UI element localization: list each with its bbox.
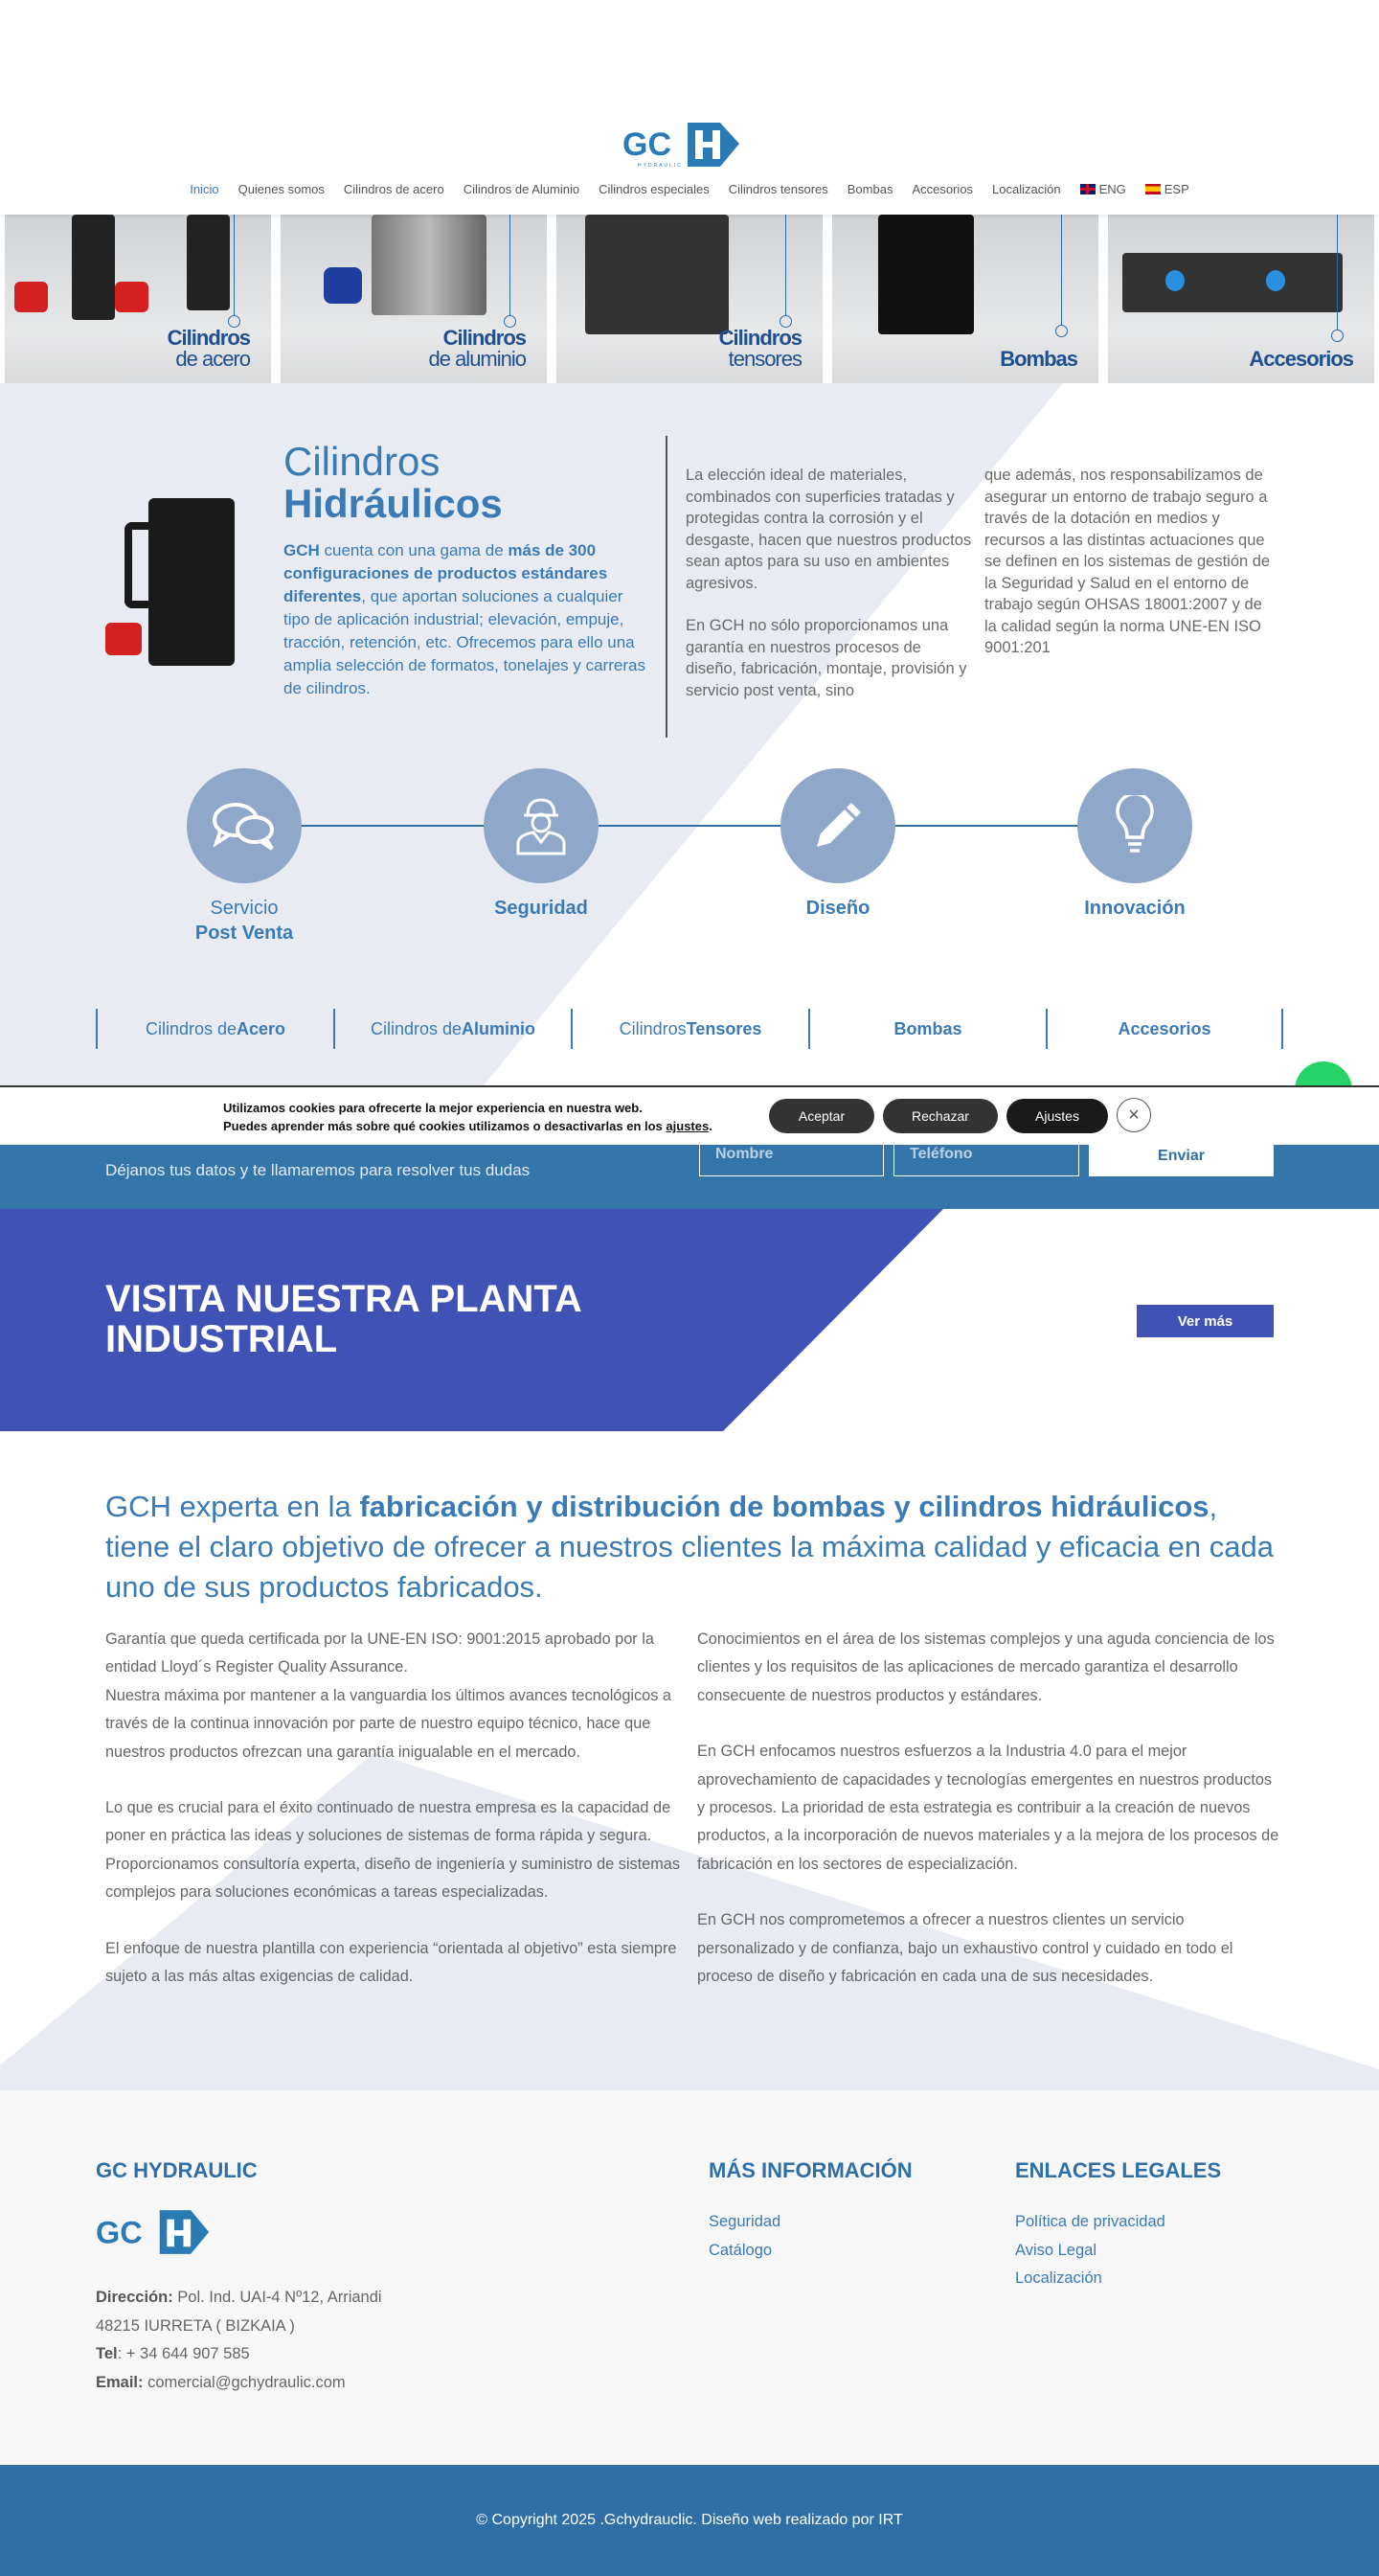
about-paragraph: El enfoque de nuestra plantilla con experiencia “orientada al objetivo” esta siempre sujeto a las más altas exigencias de calidad. [105,1939,677,1986]
nav-bombas[interactable]: Bombas [847,182,893,196]
about-right-column [697,1626,1283,1991]
addr-city: 48215 IURRETA ( BIZKAIA ) [96,2316,295,2335]
intro-text: cuenta con una gama de [319,541,509,559]
footer-link-aviso-legal[interactable]: Aviso Legal [1015,2241,1097,2259]
tab-bold: Bombas [893,1018,962,1038]
ver-mas-button[interactable]: Ver más [1137,1305,1274,1337]
copyright-text: © Copyright 2025 .Gchydrauclic. Diseño web realizado por IRT [476,2512,903,2528]
tab-bold: Accesorios [1118,1018,1211,1038]
title-bold: Hidráulicos [283,481,503,526]
nav-cilindros-tensores[interactable]: Cilindros tensores [728,182,828,196]
col1-paragraph: La elección ideal de materiales, combinados con superficies tratadas y protegidas contra la corrosión y el desgaste, hacen que nuestros productos sean aptos para su uso en ambientes agresivos. [686,467,972,592]
addr-label: Dirección: [96,2289,173,2306]
cookie-bar: Utilizamos cookies para ofrecerte la mejor experiencia en nuestra web. Puedes aprender más sobre qué cookies utilizamos o desactivarlas en los ajustes. [0,1085,1379,1145]
tab-light: Cilindros de [145,1018,237,1038]
heading-bold: fabricación y distribución de bombas y cilindros hidráulicos [359,1490,1209,1523]
tab-accesorios[interactable] [1046,1009,1283,1049]
col1-paragraph-2: En GCH no sólo proporcionamos una garantía en nuestros procesos de diseño, fabricación, montaje, provisión y servicio post venta, sino [686,617,967,699]
card-title: Accesorios [1249,347,1353,371]
lang-eng[interactable] [1080,182,1126,196]
title-light: Cilindros [283,439,441,484]
cookie-text-1: Utilizamos cookies para ofrecerte la mejor experiencia en nuestra web. [223,1101,643,1115]
footer-title-legal: ENLACES LEGALES [1015,2158,1222,2182]
site-header [0,107,1379,215]
intro-bold: más de 300 configuraciones de productos estándares diferentes [283,541,608,605]
intro-bold: GCH [283,541,320,559]
heading-text: , tiene el claro objetivo de ofrecer a nuestros clientes la máxima calidad y eficacia en cada uno de sus productos fabricados. [105,1490,1274,1604]
cookie-text-2: Puedes aprender más sobre qué cookies utilizamos o desactivarlas en los [223,1119,667,1133]
worker-helmet-icon [484,768,599,883]
about-paragraph: Lo que es crucial para el éxito continuado de nuestra empresa es la capacidad de poner en práctica las ideas y soluciones de sistemas de forma rápida y segura. Proporcionamos consultoría experta, diseño de ingeniería y suministro de sistemas complejos para soluciones económicas a tareas especializadas. [105,1799,680,1902]
copyright-bar [0,2465,1379,2576]
feature-diseno [723,896,953,921]
svg-text:GC: GC [622,126,671,163]
gch-logo[interactable] [621,117,743,171]
card-title: Cilindros [442,326,526,350]
about-paragraph: En GCH nos comprometemos a ofrecer a nuestros clientes un servicio personalizado y de confianza, bajo un exhaustivo control y cuidado en todo el proceso de diseño y fabricación en cada una de sus necesidades. [697,1911,1233,1986]
uk-flag-icon [1080,184,1096,194]
tab-cilindros-acero[interactable] [96,1009,333,1049]
about-paragraph: En GCH enfocamos nuestros esfuerzos a la Industria 4.0 para el mejor aprovechamiento de capacidades y tecnologías emergentes en nuestros productos y procesos. La prioridad de esta estrategia es contribuir a la creación de nuevos productos, a la incorporación de nuevos materiales y a la mejora de los procesos de fabricación en los sectores de especialización. [697,1743,1279,1873]
main-nav [0,182,1379,196]
lang-esp-label: ESP [1164,182,1189,196]
banner-title [105,1279,582,1359]
card-title: Bombas [1000,347,1077,371]
card-cilindros-acero[interactable] [5,215,271,383]
feature-bold: Innovación [1084,898,1186,919]
tel-label: Tel [96,2345,118,2362]
heading-text: GCH experta en la [105,1490,360,1523]
section-title [283,441,503,525]
tab-bold: Acero [237,1018,286,1038]
features-connector [244,825,1135,827]
card-bombas[interactable] [832,215,1098,383]
tab-bombas[interactable] [808,1009,1046,1049]
tab-bold: Aluminio [462,1018,536,1038]
tel-value[interactable]: : + 34 644 907 585 [117,2345,250,2362]
reject-cookies-button[interactable]: Rechazar [883,1099,998,1133]
cookie-settings-button[interactable]: Ajustes [1006,1099,1108,1133]
name-input[interactable]: Nombre [699,1135,884,1176]
footer [0,2090,1379,2465]
cylinder-image [105,493,263,675]
about-left-column [105,1626,685,1991]
close-cookie-icon[interactable]: × [1117,1098,1151,1132]
footer-address [96,2284,382,2397]
intro-text: , que aportan soluciones a cualquier tipo de aplicación industrial; elevación, empuje, tracción, retención, etc. Ofrecemos para ello una amplia selección de formatos, tonelajes y carreras de cilindros. [283,587,645,697]
card-title: Cilindros [167,326,250,350]
nav-cilindros-acero[interactable]: Cilindros de acero [343,182,444,196]
cookie-settings-link[interactable]: ajustes [666,1119,710,1133]
about-heading [105,1487,1283,1607]
banner-line-1: VISITA NUESTRA PLANTA [105,1278,582,1320]
feature-post-venta [129,896,359,946]
lang-eng-label: ENG [1098,182,1126,196]
footer-link-seguridad[interactable]: Seguridad [709,2213,781,2230]
feature-seguridad [426,896,656,921]
divider [666,436,667,738]
footer-link-catalogo[interactable]: Catálogo [709,2241,773,2259]
svg-text:GC: GC [96,2215,143,2250]
nav-cilindros-especiales[interactable]: Cilindros especiales [599,182,710,196]
addr-value: Pol. Ind. UAI-4 Nº12, Arriandi [172,2289,382,2306]
nav-cilindros-aluminio[interactable]: Cilindros de Aluminio [463,182,580,196]
lightbulb-icon [1077,768,1192,883]
card-title: Cilindros [718,326,802,350]
nav-localizacion[interactable]: Localización [992,182,1061,196]
tab-cilindros-aluminio[interactable] [333,1009,571,1049]
email-label: Email: [96,2373,144,2391]
card-subtitle: de aluminio [428,347,526,371]
footer-link-localizacion[interactable]: Localización [1015,2269,1102,2287]
about-paragraph: Garantía que queda certificada por la UNE-EN ISO: 9001:2015 aprobado por la entidad Lloyd´s Register Quality Assurance. [105,1630,654,1676]
nav-inicio[interactable]: Inicio [190,182,219,196]
send-button[interactable]: Enviar [1089,1135,1274,1176]
tab-light: Cilindros [619,1018,687,1038]
footer-title-gc: GC HYDRAULIC [96,2158,258,2182]
chat-bubbles-icon [187,768,302,883]
lang-esp[interactable] [1145,182,1189,196]
card-cilindros-tensores[interactable] [556,215,823,383]
feature-bold: Post Venta [194,923,294,944]
about-paragraph: Conocimientos en el área de los sistemas complejos y una aguda conciencia de los clientes y los requisitos de las aplicaciones de mercado garantiza el desarrollo consecuente de nuestros productos y estándares. [697,1630,1275,1704]
email-value[interactable]: comercial@gchydraulic.com [143,2373,346,2391]
phone-input[interactable]: Teléfono [893,1135,1079,1176]
footer-title-info: MÁS INFORMACIÓN [709,2158,913,2182]
feature-bold: Diseño [805,898,870,919]
card-subtitle: de acero [175,347,250,371]
svg-text:HYDRAULIC: HYDRAULIC [638,163,683,169]
pencil-icon [780,768,895,883]
nav-accesorios[interactable]: Accesorios [912,182,974,196]
tab-light: Cilindros de [370,1018,463,1038]
feature-innovacion [1020,896,1250,921]
footer-link-privacidad[interactable]: Política de privacidad [1015,2213,1165,2230]
nav-quienes-somos[interactable]: Quienes somos [237,182,325,196]
feature-light: Servicio [210,898,279,919]
intro-paragraph [283,539,652,700]
col2-paragraph: que además, nos responsabilizamos de asegurar un entorno de trabajo seguro a través de la dotación en medios y recursos a las distintas actuaciones que se definen en los sistemas de gestión de la Seguridad y Salud en el entorno de trabajo según OHSAS 18001:2007 y de la calidad según la norma UNE-EN ISO 9001:201 [984,467,1271,656]
tab-cilindros-tensores[interactable] [571,1009,808,1049]
about-paragraph: Nuestra máxima por mantener a la vanguardia los últimos avances tecnológicos a través de la continua innovación por parte de nuestro equipo técnico, hace que nuestros productos ofrezcan una garantía inigualable en el mercado. [105,1686,671,1761]
feature-bold: Seguridad [494,898,588,919]
accept-cookies-button[interactable]: Aceptar [769,1099,874,1133]
banner-line-2: INDUSTRIAL [105,1318,338,1360]
spain-flag-icon [1145,184,1161,194]
footer-logo [96,2206,213,2258]
contact-subtitle: Déjanos tus datos y te llamaremos para resolver tus dudas [105,1161,531,1179]
card-subtitle: tensores [728,347,802,371]
card-accesorios[interactable] [1108,215,1374,383]
card-cilindros-aluminio[interactable] [281,215,547,383]
tab-bold: Tensores [686,1018,762,1038]
